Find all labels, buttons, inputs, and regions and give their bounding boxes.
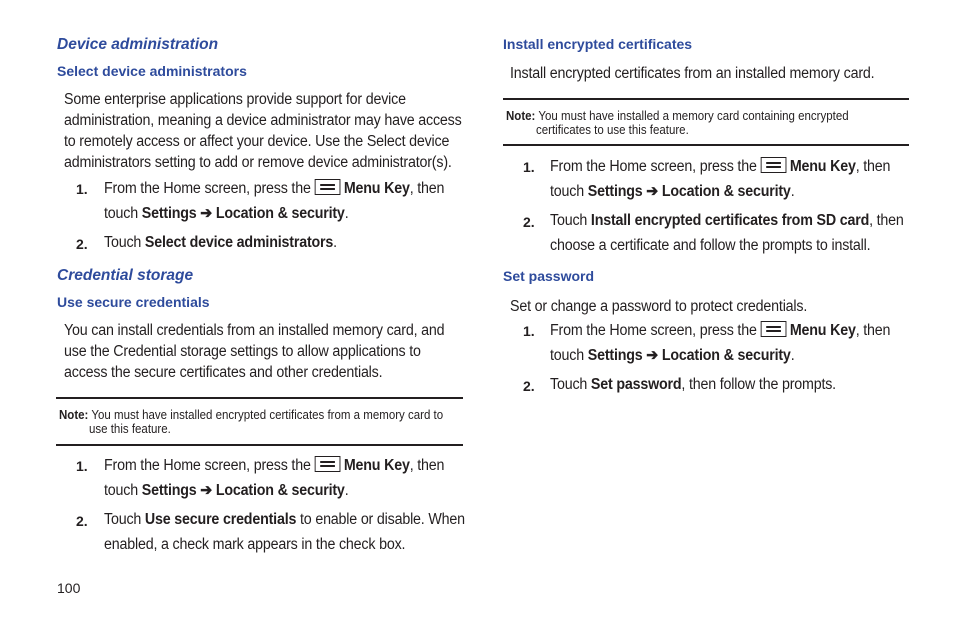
paragraph-line: You can install credentials from an installed memory card, and <box>64 322 445 339</box>
setting-name: Select device administrators <box>144 234 334 251</box>
subsection-title-set-password: Set password <box>503 268 595 284</box>
paragraph-install-encrypted-certificates: Install encrypted certificates from an installed memory card. <box>510 65 875 82</box>
step-text-part: , then <box>869 212 904 229</box>
step-text-part: to enable or disable. When <box>296 511 465 528</box>
menu-key-icon <box>314 179 340 195</box>
step-text-part: From the Home screen, press the <box>550 322 757 339</box>
note-line-2: use this feature. <box>89 422 171 436</box>
menu-key-label: Menu Key <box>343 457 410 474</box>
step-number: 1. <box>76 181 88 197</box>
paragraph-set-password: Set or change a password to protect credentials. <box>510 298 808 315</box>
paragraph-use-secure-credentials <box>64 320 444 383</box>
step-number: 1. <box>523 323 535 339</box>
subsection-title-select-device-administrators: Select device administrators <box>57 63 247 79</box>
step-text <box>104 456 444 475</box>
paragraph-line: administrators setting to add or remove device administrator(s). <box>64 154 452 171</box>
step-text-part: , then <box>409 457 445 474</box>
menu-key-label: Menu Key <box>789 158 856 175</box>
paragraph-line: administration, meaning a device administrator may have access <box>64 112 462 129</box>
step-text-part: touch <box>104 205 142 222</box>
step-text-part: From the Home screen, press the <box>104 180 311 197</box>
menu-key-label: Menu Key <box>789 322 856 339</box>
settings-path: Settings ➔ Location & security <box>141 482 345 499</box>
section-title-credential-storage: Credential storage <box>57 267 194 284</box>
step-text <box>550 212 904 230</box>
step-text-part: , then follow the prompts. <box>681 376 836 393</box>
step-text <box>550 321 890 340</box>
note-box <box>56 397 463 446</box>
step-text-part: , then <box>855 158 891 175</box>
step-text-line2: enabled, a check mark appears in the check box. <box>104 536 406 553</box>
step-text-part: . <box>790 347 795 364</box>
settings-path: Settings ➔ Location & security <box>141 205 345 222</box>
step-number: 2. <box>523 378 535 394</box>
step-text-part: Touch <box>104 511 145 528</box>
step-text <box>104 179 444 198</box>
step-text-line2 <box>104 481 348 500</box>
step-text-line2 <box>550 346 794 365</box>
note-line: You must have installed a memory card containing encrypted <box>538 109 849 123</box>
step-text-part: touch <box>550 183 588 200</box>
paragraph-line: use the Credential storage settings to allow applications to <box>64 343 421 360</box>
settings-path: Settings ➔ Location & security <box>587 183 791 200</box>
subsection-title-install-encrypted-certificates: Install encrypted certificates <box>503 36 693 52</box>
step-number: 1. <box>523 159 535 175</box>
step-number: 1. <box>76 458 88 474</box>
step-text-part: . <box>344 205 349 222</box>
settings-path: Settings ➔ Location & security <box>587 347 791 364</box>
note-text <box>506 109 849 123</box>
step-number: 2. <box>523 214 535 230</box>
section-title-device-administration: Device administration <box>57 36 219 53</box>
setting-name: Set password <box>590 376 682 393</box>
page-number: 100 <box>57 580 81 596</box>
step-text <box>104 511 465 529</box>
step-text-part: From the Home screen, press the <box>104 457 311 474</box>
note-label: Note: <box>506 109 536 123</box>
step-text-part: , then <box>855 322 891 339</box>
setting-name: Use secure credentials <box>144 511 297 528</box>
step-number: 2. <box>76 236 88 252</box>
note-box <box>503 98 909 146</box>
step-text-line2: choose a certificate and follow the prompts to install. <box>550 237 871 254</box>
step-text-part: touch <box>550 347 588 364</box>
menu-key-icon <box>760 157 786 173</box>
setting-name: Install encrypted certificates from SD card <box>590 212 870 229</box>
paragraph-select-device-administrators <box>64 89 462 173</box>
step-number: 2. <box>76 513 88 529</box>
step-text-part: Touch <box>550 212 591 229</box>
step-text-part: . <box>333 234 337 251</box>
note-line: You must have installed encrypted certificates from a memory card to <box>91 408 444 422</box>
menu-key-icon <box>760 321 786 337</box>
paragraph-line: to remotely access or affect your device. Use the Select device <box>64 133 450 150</box>
step-text <box>550 157 890 176</box>
note-label: Note: <box>59 408 89 422</box>
step-text <box>550 376 836 394</box>
menu-key-icon <box>314 456 340 472</box>
note-text <box>59 408 443 422</box>
step-text-part: . <box>344 482 349 499</box>
step-text-part: . <box>790 183 795 200</box>
note-line-2: certificates to use this feature. <box>536 123 689 137</box>
step-text-part: From the Home screen, press the <box>550 158 757 175</box>
step-text <box>104 234 337 252</box>
menu-key-label: Menu Key <box>343 180 410 197</box>
step-text-line2 <box>104 204 348 223</box>
step-text-part: touch <box>104 482 142 499</box>
paragraph-line: access the secure certificates and other credentials. <box>64 364 383 381</box>
step-text-part: Touch <box>550 376 591 393</box>
step-text-line2 <box>550 182 794 201</box>
step-text-part: , then <box>409 180 445 197</box>
subsection-title-use-secure-credentials: Use secure credentials <box>57 294 210 310</box>
paragraph-line: Some enterprise applications provide support for device <box>64 91 406 108</box>
step-text-part: Touch <box>104 234 145 251</box>
